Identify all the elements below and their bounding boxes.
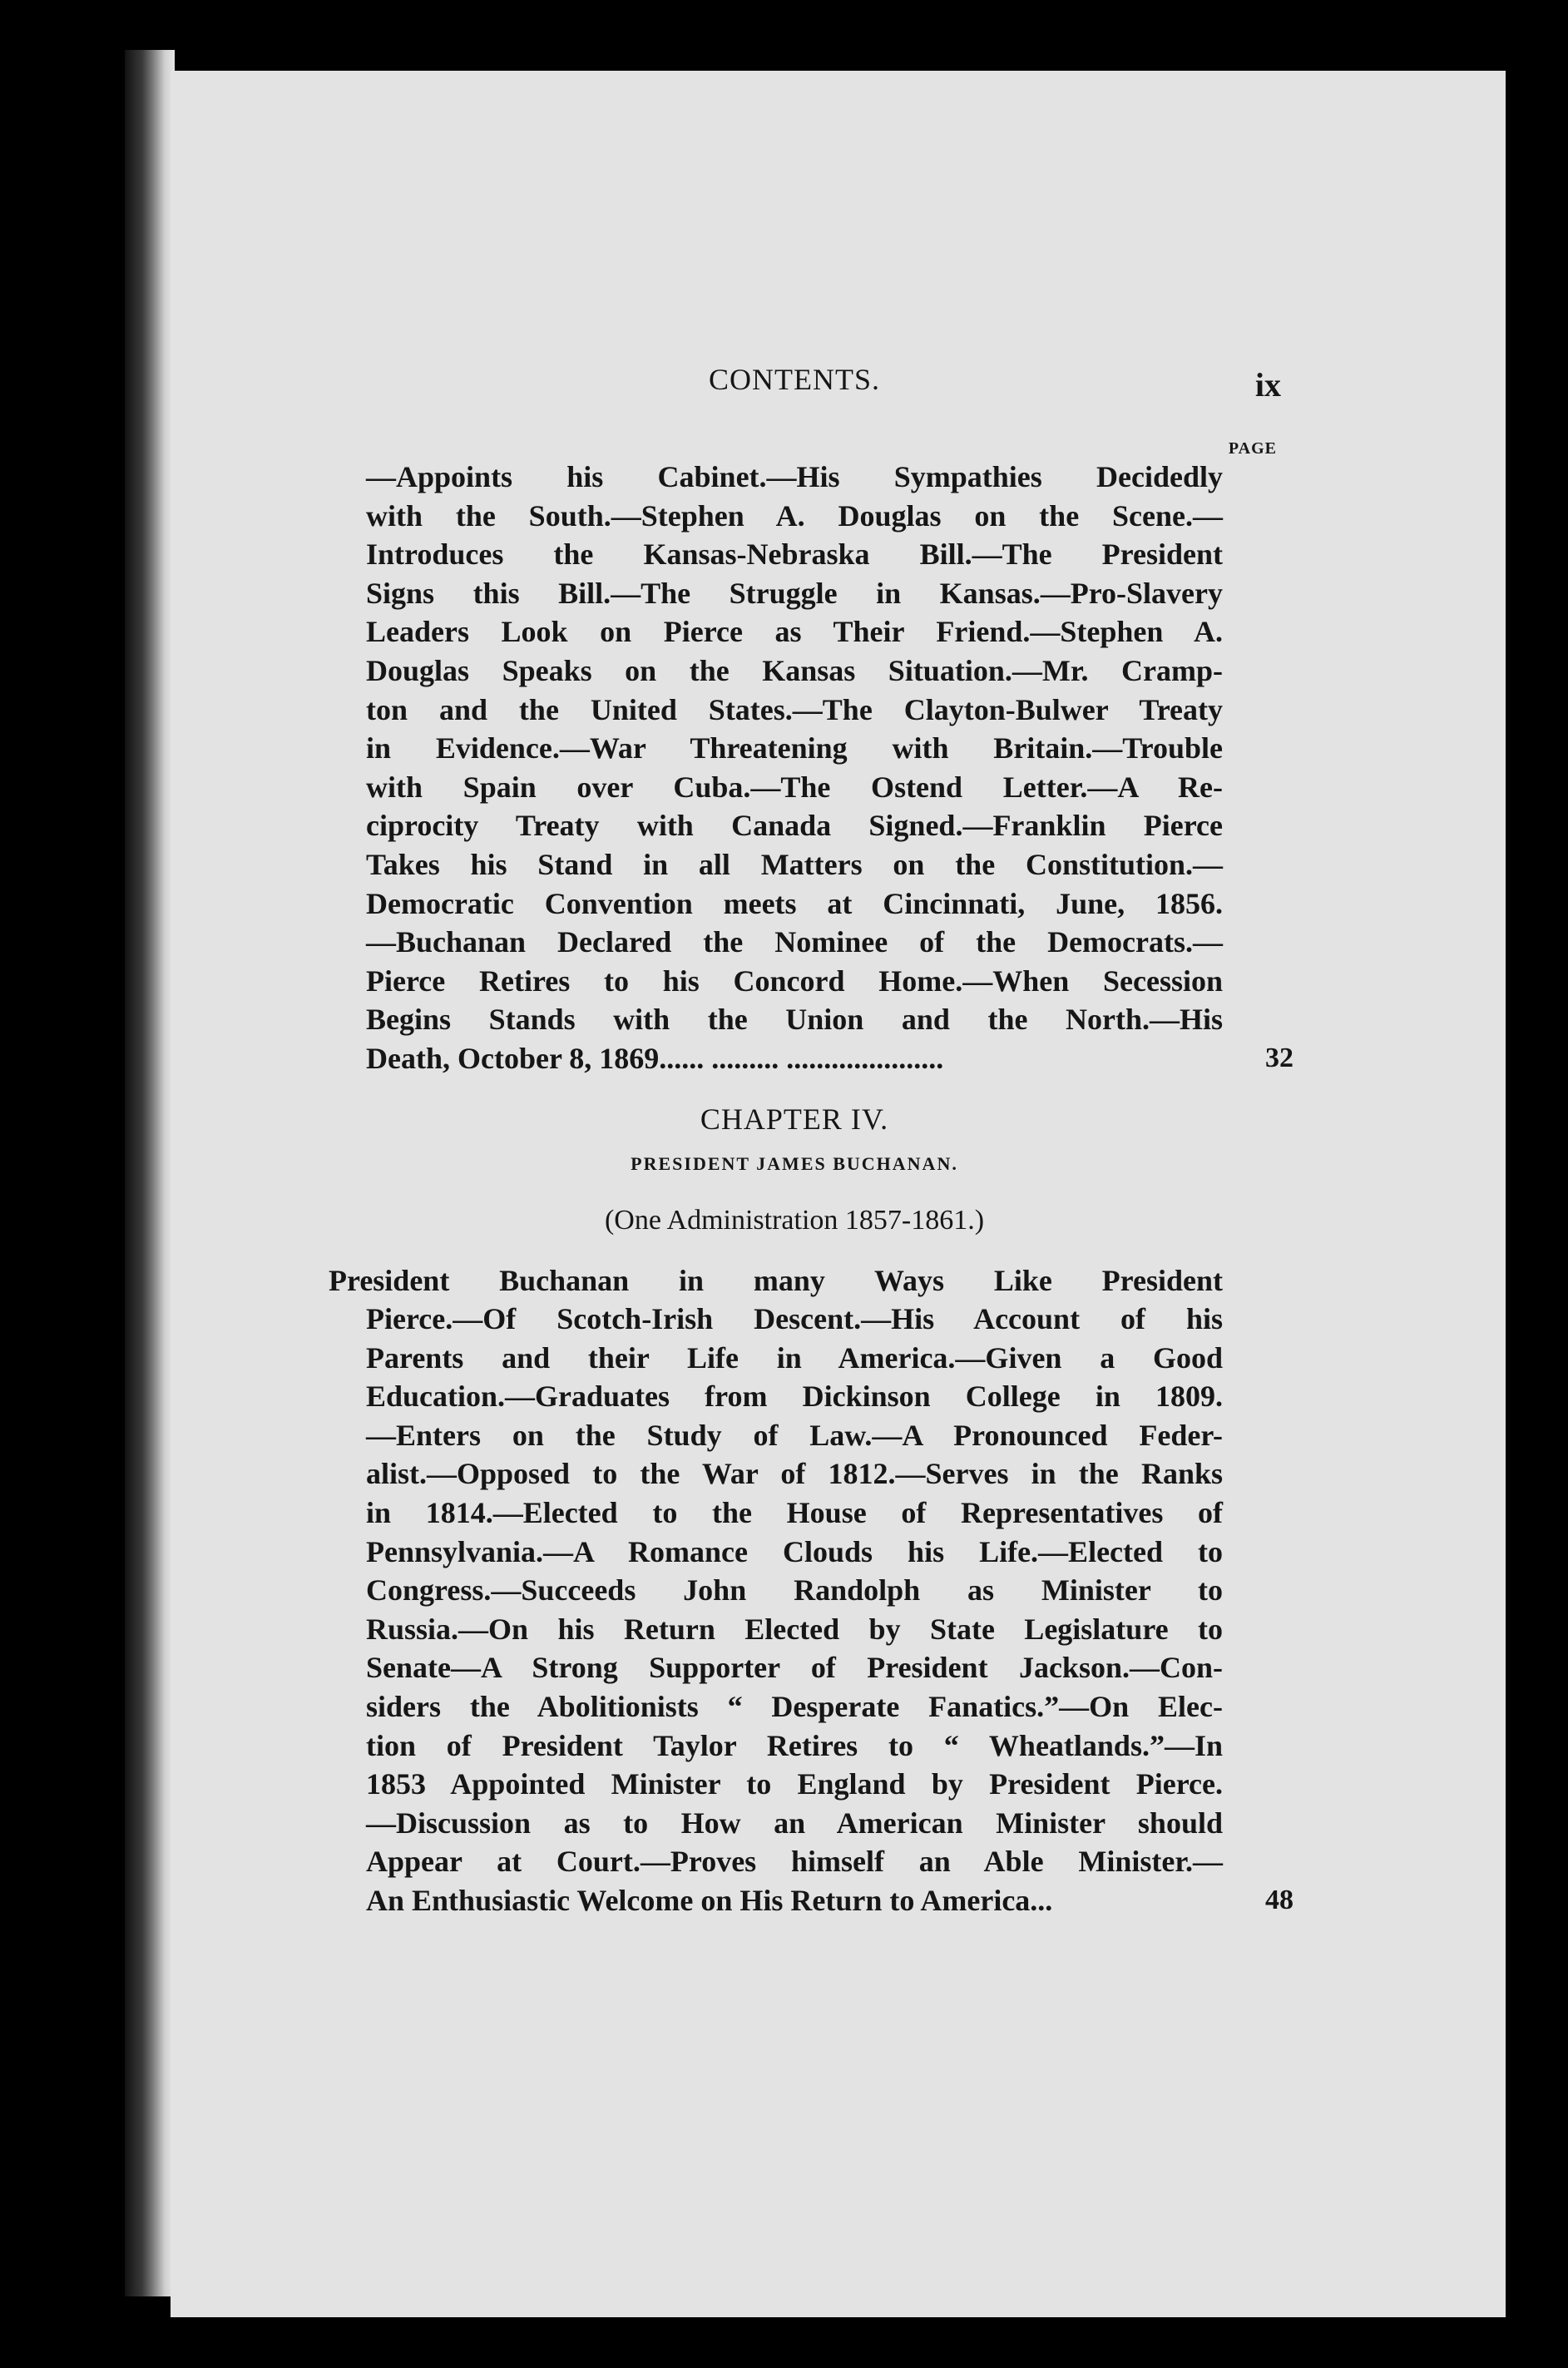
entry-line: siders the Abolitionists “ Desperate Fanatics.”—On Elec- <box>366 1690 1223 1724</box>
entry-line: with the South.—Stephen A. Douglas on the Scene.— <box>366 498 1223 533</box>
chapter-heading: CHAPTER IV. <box>700 1102 889 1136</box>
page-column-label: PAGE <box>1228 439 1277 458</box>
entry-line: Democratic Convention meets at Cincinnati, June, 1856. <box>366 886 1223 920</box>
entry-line: Russia.—On his Return Elected by State Legislature to <box>366 1612 1223 1646</box>
entry-line: —Enters on the Study of Law.—A Pronounced Feder- <box>366 1418 1223 1452</box>
entry-line: Introduces the Kansas-Nebraska Bill.—The President <box>366 538 1223 572</box>
entry-line: Leaders Look on Pierce as Their Friend.—Stephen A. <box>366 615 1223 649</box>
book-spine <box>125 50 175 2296</box>
entry-line: An Enthusiastic Welcome on His Return to America... <box>366 1884 1053 1917</box>
entry-line: —Discussion as to How an American Minister should <box>366 1806 1223 1840</box>
header-page-number: ix <box>1254 366 1281 404</box>
entry-line: Douglas Speaks on the Kansas Situation.—Mr. Cramp- <box>366 653 1223 687</box>
entry-line: tion of President Taylor Retires to “ Wheatlands.”—In <box>366 1728 1223 1762</box>
entry-line: Congress.—Succeeds John Randolph as Minister to <box>366 1573 1223 1608</box>
entry-line: in 1814.—Elected to the House of Representatives of <box>366 1496 1223 1530</box>
entry-line: in Evidence.—War Threatening with Britain.—Trouble <box>366 731 1223 765</box>
header-title: CONTENTS. <box>709 363 880 396</box>
entry-line: alist.—Opposed to the War of 1812.—Serves in the Ranks <box>366 1457 1223 1491</box>
entry-line: ciprocity Treaty with Canada Signed.—Franklin Pierce <box>366 809 1223 843</box>
entry-page-number: 32 <box>1265 1042 1293 1073</box>
entry-line: Senate—A Strong Supporter of President Jackson.—Con- <box>366 1651 1223 1685</box>
running-header <box>366 279 1281 458</box>
entry-line: Pierce.—Of Scotch-Irish Descent.—His Account of his <box>366 1302 1223 1336</box>
toc-entry <box>329 1261 1293 1920</box>
entry-line: Begins Stands with the Union and the North.—His <box>366 1003 1223 1037</box>
entry-line: Pierce Retires to his Concord Home.—When Secession <box>366 964 1223 998</box>
toc-entry <box>366 458 1293 1078</box>
chapter-subheading: PRESIDENT JAMES BUCHANAN. <box>631 1152 958 1174</box>
entry-line: Takes his Stand in all Matters on the Constitution.— <box>366 847 1223 881</box>
entry-line: Appear at Court.—Proves himself an Able Minister.— <box>366 1845 1223 1879</box>
entry-line: President Buchanan in many Ways Like President <box>329 1263 1223 1297</box>
entry-line: Death, October 8, 1869...... ......... ..................... <box>366 1041 944 1075</box>
entry-line: 1853 Appointed Minister to England by President Pierce. <box>366 1767 1223 1801</box>
entry-line: with Spain over Cuba.—The Ostend Letter.—A Re- <box>366 770 1223 804</box>
entry-line: ton and the United States.—The Clayton-Bulwer Treaty <box>366 692 1223 726</box>
entry-line: Pennsylvania.—A Romance Clouds his Life.—Elected to <box>366 1534 1223 1568</box>
entry-line: —Appoints his Cabinet.—His Sympathies Decidedly <box>366 460 1223 493</box>
entry-page-number: 48 <box>1265 1885 1293 1915</box>
entry-line: Signs this Bill.—The Struggle in Kansas.—Pro-Slavery <box>366 576 1223 610</box>
entry-line: —Buchanan Declared the Nominee of the Democrats.— <box>366 925 1223 959</box>
chapter-administration: (One Administration 1857-1861.) <box>604 1204 985 1236</box>
entry-line: Education.—Graduates from Dickinson College in 1809. <box>366 1380 1223 1414</box>
page-content <box>329 279 1293 1920</box>
entry-line: Parents and their Life in America.—Given a Good <box>366 1340 1223 1375</box>
